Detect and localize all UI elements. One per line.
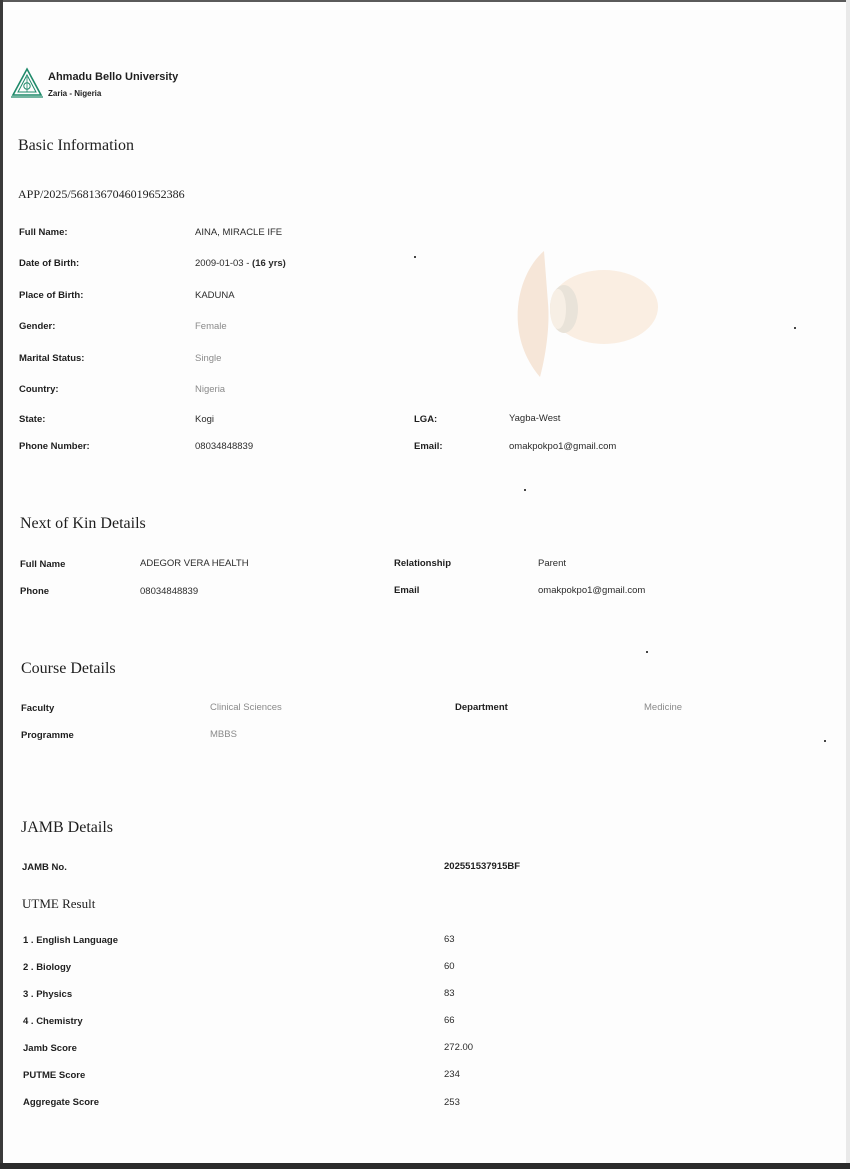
marital-status-value: Single: [195, 353, 222, 364]
section-title-course-details: Course Details: [21, 660, 116, 677]
subject-score: 63: [444, 934, 455, 945]
date-of-birth-label: Date of Birth:: [19, 258, 80, 269]
section-title-basic-information: Basic Information: [18, 137, 134, 154]
section-title-jamb-details: JAMB Details: [21, 819, 113, 836]
aggregate-score-label: Aggregate Score: [23, 1097, 100, 1108]
marital-status-label: Marital Status:: [19, 353, 85, 364]
kin-relationship-value: Parent: [538, 558, 566, 569]
state-label: State:: [19, 414, 46, 425]
email-value: omakpokpo1@gmail.com: [509, 441, 617, 452]
university-name: Ahmadu Bello University: [48, 71, 179, 83]
kin-phone-label: Phone: [20, 586, 50, 597]
subject-label: 1 . English Language: [23, 935, 119, 946]
kin-phone-value: 08034848839: [140, 586, 199, 597]
kin-full-name-label: Full Name: [20, 559, 66, 570]
scan-speck: [414, 256, 416, 258]
subject-label: 4 . Chemistry: [23, 1016, 83, 1027]
scan-speck: [524, 489, 526, 491]
jamb-no-label: JAMB No.: [22, 862, 67, 873]
department-label: Department: [455, 702, 508, 713]
application-number: APP/2025/5681367046019652386: [18, 187, 185, 201]
utme-result-title: UTME Result: [22, 896, 96, 911]
lga-label: LGA:: [414, 414, 438, 425]
department-value: Medicine: [644, 702, 683, 713]
gender-label: Gender:: [19, 321, 56, 332]
country-label: Country:: [19, 384, 59, 395]
place-of-birth-label: Place of Birth:: [19, 290, 84, 301]
programme-label: Programme: [21, 730, 74, 741]
aggregate-score-value: 253: [444, 1097, 460, 1108]
putme-score-value: 234: [444, 1069, 460, 1080]
faculty-value: Clinical Sciences: [210, 702, 282, 713]
abu-crest-icon: [10, 67, 44, 99]
subject-score: 60: [444, 961, 455, 972]
kin-email-value: omakpokpo1@gmail.com: [538, 585, 646, 596]
scan-edge-top: [0, 0, 850, 2]
age-value: (16 yrs): [252, 258, 286, 269]
subject-score: 66: [444, 1015, 455, 1026]
place-of-birth-value: KADUNA: [195, 290, 235, 301]
kin-relationship-label: Relationship: [394, 558, 452, 569]
full-name-value: AINA, MIRACLE IFE: [195, 227, 283, 238]
phone-number-value: 08034848839: [195, 441, 254, 452]
jamb-score-value: 272.00: [444, 1042, 474, 1053]
subject-score: 83: [444, 988, 455, 999]
scan-speck: [646, 651, 648, 653]
date-of-birth-value: [195, 258, 286, 269]
date-of-birth-date: 2009-01-03 -: [195, 258, 250, 269]
jamb-no-value: 202551537915BF: [444, 861, 521, 872]
country-value: Nigeria: [195, 384, 226, 395]
email-label: Email:: [414, 441, 443, 452]
scan-edge-bottom: [0, 1163, 850, 1169]
jamb-score-label: Jamb Score: [23, 1043, 77, 1054]
scan-speck: [824, 740, 826, 742]
subject-label: 3 . Physics: [23, 989, 73, 1000]
full-name-label: Full Name:: [19, 227, 68, 238]
passport-photo-icon: [506, 245, 658, 380]
kin-email-label: Email: [394, 585, 420, 596]
gender-value: Female: [195, 321, 227, 332]
kin-full-name-value: ADEGOR VERA HEALTH: [140, 558, 249, 569]
scan-edge-left: [0, 0, 3, 1169]
lga-value: Yagba-West: [509, 413, 561, 424]
scan-edge-right: [846, 0, 850, 1169]
programme-value: MBBS: [210, 729, 237, 740]
faculty-label: Faculty: [21, 703, 55, 714]
subject-label: 2 . Biology: [23, 962, 72, 973]
scan-speck: [794, 327, 796, 329]
putme-score-label: PUTME Score: [23, 1070, 86, 1081]
phone-number-label: Phone Number:: [19, 441, 90, 452]
section-title-next-of-kin: Next of Kin Details: [20, 515, 146, 532]
university-location: Zaria - Nigeria: [48, 89, 102, 98]
state-value: Kogi: [195, 414, 215, 425]
